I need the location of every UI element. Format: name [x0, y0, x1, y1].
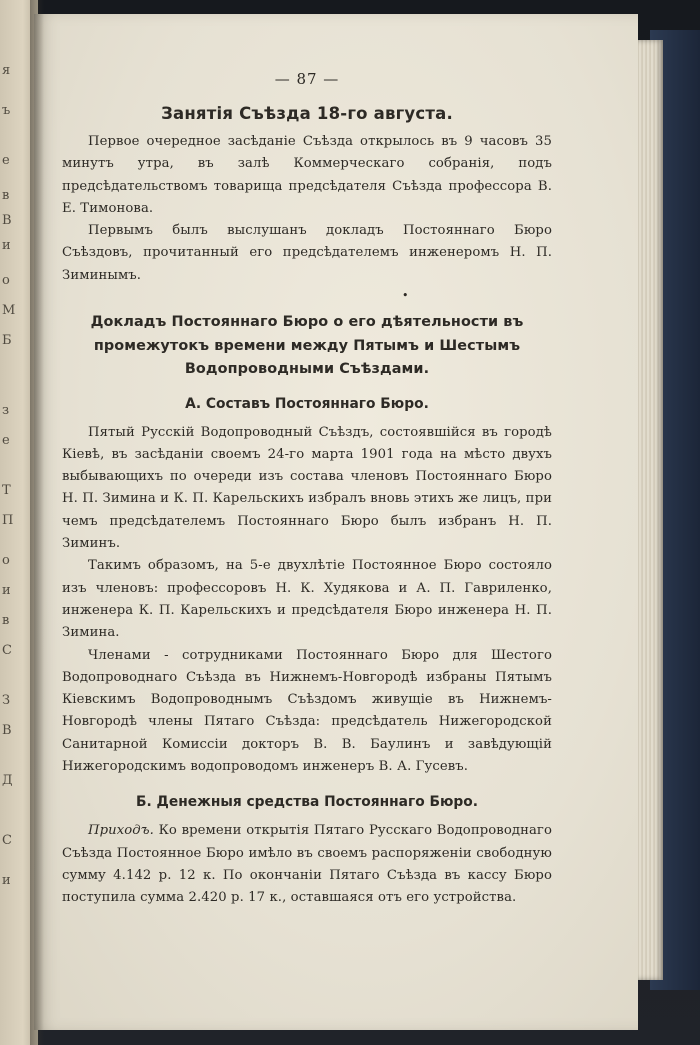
left-page-fragment: М — [2, 303, 16, 318]
income-text: Ко времени открытія Пятаго Русскаго Водопроводнаго Съѣзда Постоянное Бюро имѣло въ своемъ распоряженіи свободную сумму 4.142 р. 12 к. По окончаніи Пятаго Съѣзда въ кассу Бюро поступила сумма 2.420 р. 17 к., оставшаяся отъ его устройства. — [62, 823, 552, 906]
left-page-fragment: я — [2, 63, 11, 78]
left-page-fragment: и — [2, 238, 11, 253]
left-page-fragment: В — [2, 723, 12, 738]
left-page-fragment: и — [2, 583, 11, 598]
left-page-fragment: е — [2, 153, 10, 168]
left-page-fragment: З — [2, 693, 11, 708]
ink-dot: • — [402, 289, 409, 303]
left-page-fragment: Б — [2, 333, 12, 348]
left-page-fragment: е — [2, 433, 10, 448]
left-page-fragment: о — [2, 553, 10, 568]
page-content — [62, 70, 552, 910]
session-heading: Занятія Съѣзда 18-го августа. — [161, 104, 453, 123]
left-page-fragment: в — [2, 188, 10, 203]
page-edges — [635, 40, 663, 980]
left-page-fragment: Т — [2, 483, 11, 498]
income-lead: Приходъ. — [88, 823, 154, 839]
book-gutter — [30, 0, 44, 1045]
paragraph: Такимъ образомъ, на 5-е двухлѣтіе Постоянное Бюро состояло изъ членовъ: профессоровъ Н. К. Худякова и А. П. Гавриленко, инженера К. П. Карельскихъ и предсѣдателя Бюро инженера Н. П. Зимина. — [62, 558, 552, 641]
report-title: Докладъ Постояннаго Бюро о его дѣятельности въ промежутокъ времени между Пятымъ и Шестымъ Водопроводными Съѣздами. — [90, 314, 524, 378]
ink-mark — [62, 287, 552, 303]
page-number: — 87 — — [274, 70, 340, 88]
paragraph: Первое очередное засѣданіе Съѣзда открылось въ 9 часовъ 35 минутъ утра, въ залѣ Коммерческаго собранія, подъ предсѣдательствомъ товарища предсѣдателя Съѣзда профессора В. Е. Тимонова. — [62, 134, 552, 216]
left-page-fragment: С — [2, 643, 12, 658]
left-page-fragment: и — [2, 873, 11, 888]
paragraph: Членами - сотрудниками Постояннаго Бюро для Шестого Водопроводнаго Съѣзда въ Нижнемъ-Новгородѣ избраны Пятымъ Кіевскимъ Водопроводнымъ Съѣздомъ живущіе въ Нижнемъ-Новгородѣ члены Пятаго Съѣзда: предсѣдатель Нижегородской Санитарной Комиссіи докторъ В. В. Баулинъ и завѣдующій Нижегородскимъ водопроводомъ инженеръ В. А. Гусевъ. — [62, 647, 552, 775]
left-page-fragment: В — [2, 213, 12, 228]
paragraph — [62, 820, 552, 909]
section-b-heading: Б. Денежныя средства Постояннаго Бюро. — [136, 794, 478, 811]
paragraph: Первымъ былъ выслушанъ докладъ Постояннаго Бюро Съѣздовъ, прочитанный его предсѣдателемъ инженеромъ Н. П. Зиминымъ. — [62, 223, 552, 283]
left-page-fragment: з — [2, 403, 10, 418]
left-page-fragment: в — [2, 613, 10, 628]
left-page-fragment: П — [2, 513, 14, 528]
book-page — [34, 14, 638, 1030]
left-page-fragment: о — [2, 273, 10, 288]
left-page-fragment: Д — [2, 773, 13, 788]
paragraph: Пятый Русскій Водопроводный Съѣздъ, состоявшійся въ городѣ Кіевѣ, въ засѣданіи своемъ 24-го марта 1901 года на мѣсто двухъ выбывающихъ по очереди изъ состава членовъ Постояннаго Бюро Н. П. Зимина и К. П. Карельскихъ избралъ вновь этихъ же лицъ, при чемъ предсѣдателемъ Постояннаго Бюро былъ избранъ Н. П. Зиминъ. — [62, 424, 552, 552]
section-a-heading: А. Составъ Постояннаго Бюро. — [185, 395, 429, 412]
left-page-fragment: ъ — [2, 103, 11, 118]
left-page-fragment: С — [2, 833, 12, 848]
